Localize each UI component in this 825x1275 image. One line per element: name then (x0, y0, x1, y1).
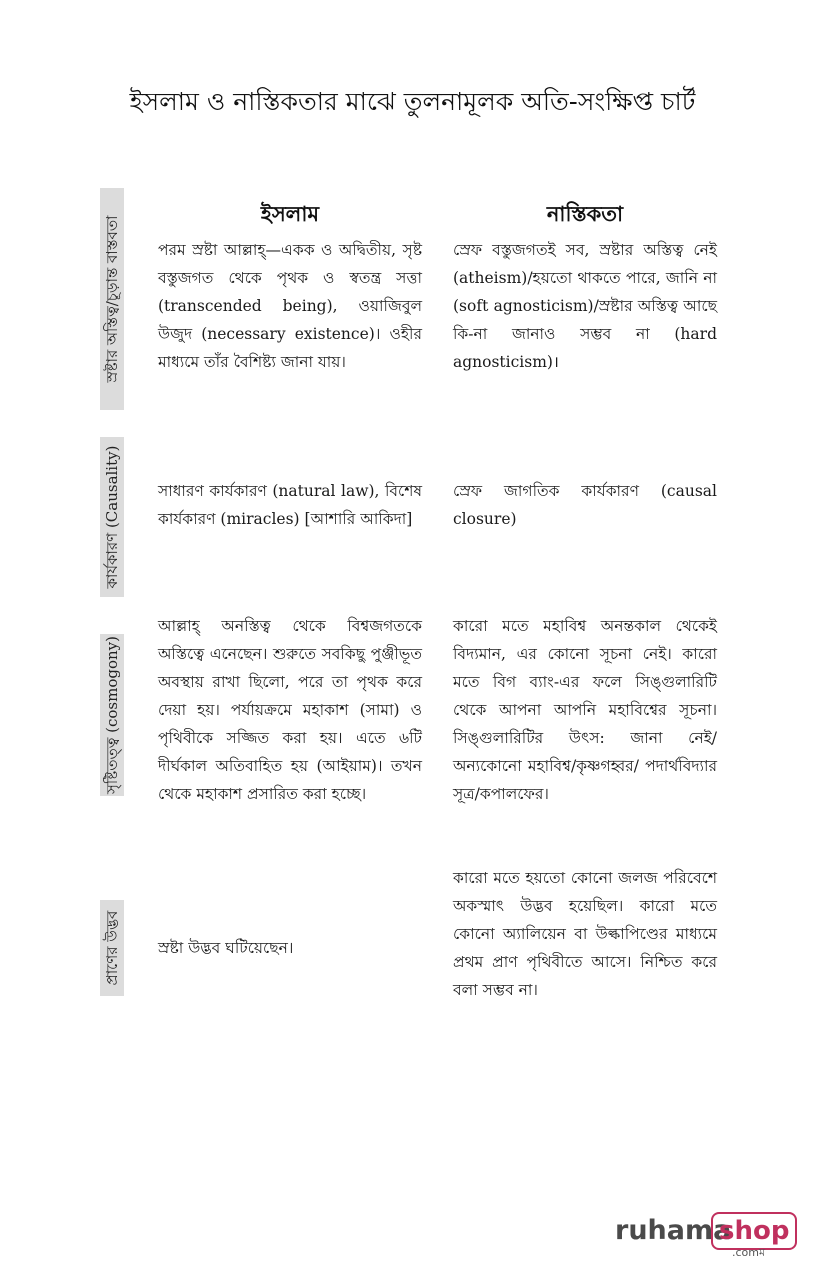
logo-word-ruhama: ruhama (615, 1215, 732, 1246)
row-4-islam-text: স্রষ্টা উদ্ভব ঘটিয়েছেন। (158, 939, 294, 957)
row-3-atheism-text: কারো মতে মহাবিশ্ব অনন্তকাল থেকেই বিদ্যমান, এর কোনো সূচনা নেই। কারো মতে বিগ ব্যাং-এর ফলে সিঙ্গুলারিটি থেকে আপনা আপনি মহাবিশ্বের সূচনা। সিঙ্গুলারিটির উৎস: জানা নেই/অন্যকোনো মহাবিশ্ব/কৃষ্ণগহ্বর/ পদার্থবিদ্যার সূত্র/কপালফের। (453, 617, 717, 803)
column-header-atheism: নাস্তিকতা (546, 202, 624, 226)
row-1-islam-text: পরম স্রষ্টা আল্লাহ্—একক ও অদ্বিতীয়, সৃষ্ট বস্তুজগত থেকে পৃথক ও স্বতন্ত্র সত্তা (transcended being), ওয়াজিবুল উজুদ (necessary existence)। ওহীর মাধ্যমে তাঁর বৈশিষ্ট্য জানা যায়। (158, 241, 422, 371)
column-header-islam: ইসলাম (260, 202, 320, 226)
row-3-islam-text: আল্লাহ্ অনস্তিত্ব থেকে বিশ্বজগতকে অস্তিত্বে এনেছেন। শুরুতে সবকিছু পুঞ্জীভূত অবস্থায় রাখা ছিলো, পরে তা পৃথক করে দেয়া হয়। পর্যায়ক্রমে মহাকাশ (সামা) ও পৃথিবীকে সজ্জিত করা হয়। এতে ৬টি দীর্ঘকাল অতিবাহিত হয় (আইয়াম)। তখন থেকে মহাকাশ প্রসারিত করা হচ্ছে। (158, 617, 422, 803)
row-2-islam-text: সাধারণ কার্যকারণ (natural law), বিশেষ কার্যকারণ (miracles) [আশারি আকিদা] (158, 482, 422, 528)
row-label-cosmogony: সৃষ্টিতত্ত্ব (cosmogony) (100, 634, 124, 796)
row-label-creator-existence: স্রষ্টার অস্তিত্ব/চূড়ান্ত বাস্তবতা (100, 188, 124, 410)
logo-word-shop: shop (711, 1212, 797, 1250)
row-4-atheism-text: কারো মতে হয়তো কোনো জলজ পরিবেশে অকস্মাৎ উদ্ভব হয়েছিল। কারো মতে কোনো অ্যালিয়েন বা উল্কাপিণ্ডের মাধ্যমে প্রথম প্রাণ পৃথিবীতে আসে। নিশ্চিত করে বলা সম্ভব না। (453, 869, 717, 999)
row-2-atheism-text: স্রেফ জাগতিক কার্যকারণ (causal closure) (453, 482, 717, 528)
page-title: ইসলাম ও নাস্তিকতার মাঝে তুলনামূলক অতি-সংক্ষিপ্ত চার্ট (129, 87, 696, 116)
row-label-causality: কার্যকারণ (Causality) (100, 437, 124, 597)
row-label-origin-of-life: প্রাণের উদ্ভব (100, 900, 124, 996)
row-1-atheism-text: স্রেফ বস্তুজগতই সব, স্রষ্টার অস্তিত্ব নেই (atheism)/হয়তো থাকতে পারে, জানি না (soft agnosticism)/স্রষ্টার অস্তিত্ব আছে কি-না জানাও সম্ভব না (hard agnosticism)। (453, 241, 717, 371)
logo-domain: .comম (732, 1246, 766, 1259)
